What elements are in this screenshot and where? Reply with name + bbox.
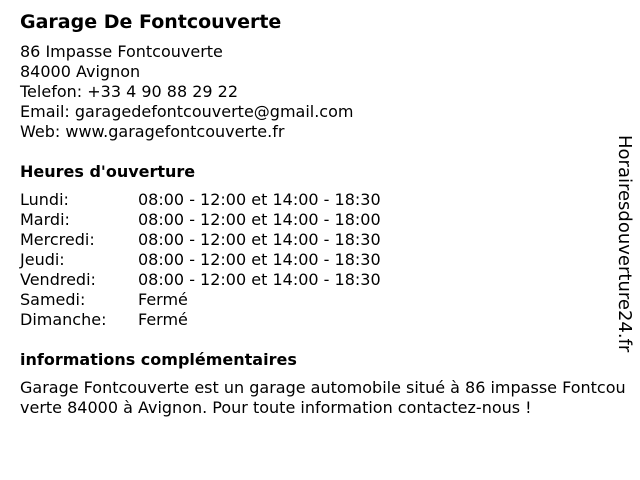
day-label: Vendredi: — [20, 270, 96, 289]
hours-row-thursday — [20, 250, 612, 270]
day-hours: 08:00 - 12:00 et 14:00 - 18:30 — [138, 270, 381, 289]
day-hours: 08:00 - 12:00 et 14:00 - 18:30 — [138, 190, 381, 209]
day-hours: 08:00 - 12:00 et 14:00 - 18:30 — [138, 250, 381, 269]
site-watermark: Horairesdouverture24.fr — [614, 135, 635, 353]
web-text: Web: www.garagefontcouverte.fr — [20, 122, 285, 141]
day-label: Samedi: — [20, 290, 86, 309]
day-label: Lundi: — [20, 190, 69, 209]
day-label: Dimanche: — [20, 310, 107, 329]
day-hours: Fermé — [138, 290, 188, 309]
hours-row-friday — [20, 270, 612, 290]
day-hours: 08:00 - 12:00 et 14:00 - 18:30 — [138, 230, 381, 249]
hours-row-sunday — [20, 310, 612, 330]
hours-row-wednesday — [20, 230, 612, 250]
hours-heading: Heures d'ouverture — [20, 162, 196, 181]
email-text: Email: garagedefontcouverte@gmail.com — [20, 102, 354, 121]
hours-table — [20, 190, 612, 330]
day-hours: 08:00 - 12:00 et 14:00 - 18:00 — [138, 210, 381, 229]
hours-row-saturday — [20, 290, 612, 310]
hours-row-monday — [20, 190, 612, 210]
business-name: Garage De Fontcouverte — [20, 11, 282, 33]
day-label: Jeudi: — [20, 250, 65, 269]
phone-text: Telefon: +33 4 90 88 29 22 — [20, 82, 239, 101]
day-hours: Fermé — [138, 310, 188, 329]
hours-row-tuesday — [20, 210, 612, 230]
info-heading: informations complémentaires — [20, 350, 297, 369]
day-label: Mardi: — [20, 210, 70, 229]
address-city: 84000 Avignon — [20, 62, 141, 81]
day-label: Mercredi: — [20, 230, 95, 249]
address-street: 86 Impasse Fontcouverte — [20, 42, 223, 61]
info-description: Garage Fontcouverte est un garage automobile situé à 86 impasse Fontcouverte 84000 à Avignon. Pour toute information contactez-nous ! — [20, 378, 626, 417]
